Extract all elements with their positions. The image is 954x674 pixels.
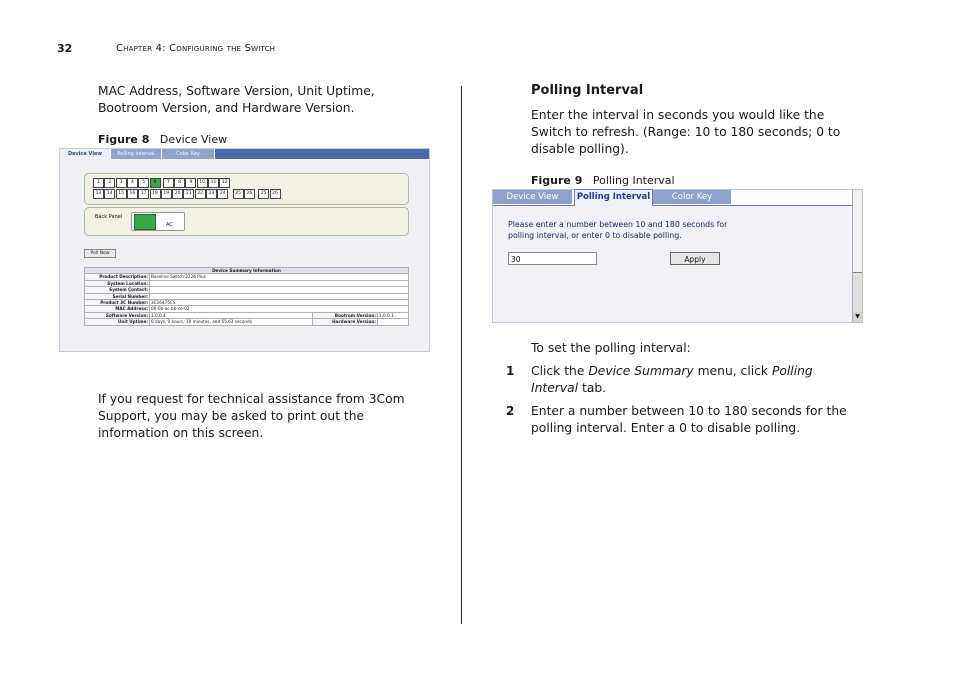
- device-view-screenshot: [59, 148, 430, 352]
- polling-prompt: Please enter a number between 10 and 180 seconds for polling interval, or enter 0 to disable polling.: [508, 220, 728, 240]
- device-summary-table: [84, 267, 409, 326]
- table-row: [85, 319, 409, 325]
- column-divider: [461, 86, 462, 624]
- port-r1-10[interactable]: 11: [208, 178, 219, 188]
- row-value: 3C16475CS: [150, 300, 409, 306]
- port-r2-11[interactable]: 24: [217, 189, 228, 199]
- row-label: Product 3C Number:: [85, 300, 150, 306]
- row-value: 1.0.0.4: [150, 312, 313, 318]
- front-panel: [84, 173, 409, 205]
- row-label-2: Bootrom Version:: [313, 312, 378, 318]
- port-r1-1[interactable]: 2: [104, 178, 115, 188]
- row-label-2: Hardware Version:: [313, 319, 378, 325]
- figure8-caption: [98, 133, 227, 146]
- tab-device-view[interactable]: Device View: [60, 149, 111, 159]
- port-r1-11[interactable]: 12: [219, 178, 230, 188]
- tab-color-key[interactable]: Color Key: [653, 190, 731, 204]
- polling-intro: Enter the interval in seconds you would like the Switch to refresh. (Range: 10 to 180 seconds; 0 to disable polling).: [531, 108, 841, 156]
- port-r2-0[interactable]: 13: [93, 189, 104, 199]
- figure9-label: Figure 9: [531, 174, 583, 187]
- port-r1-0[interactable]: 1: [93, 178, 104, 188]
- port-r1-5[interactable]: 6: [150, 178, 161, 188]
- figure8-label: Figure 8: [98, 133, 150, 146]
- row-label: Software Version:: [85, 312, 150, 318]
- tab-color-key[interactable]: Color Key: [162, 149, 215, 159]
- ac-label: AC: [166, 222, 173, 228]
- step-1-number: 1: [506, 364, 515, 378]
- row-label: Serial Number:: [85, 293, 150, 299]
- back-panel-label: Back Panel: [95, 214, 123, 220]
- polling-interval-screenshot: [492, 189, 863, 323]
- tab-polling-interval[interactable]: Polling Interval: [111, 149, 162, 159]
- port-r2-9[interactable]: 22: [195, 189, 206, 199]
- device-view-tabbar: [60, 149, 429, 159]
- row-label: Unit Uptime:: [85, 319, 150, 325]
- port-r1-2[interactable]: 3: [116, 178, 127, 188]
- port-r2-5[interactable]: 18: [150, 189, 161, 199]
- port-r1-8[interactable]: 9: [185, 178, 196, 188]
- poll-now-button[interactable]: Poll Now: [84, 249, 116, 258]
- port-r1-9[interactable]: 10: [197, 178, 208, 188]
- port-r2-15[interactable]: 26: [270, 189, 281, 199]
- power-supply-status: [134, 214, 156, 230]
- figure9-caption: [531, 174, 675, 187]
- to-set-text: To set the polling interval:: [531, 341, 691, 355]
- port-r2-6[interactable]: 19: [161, 189, 172, 199]
- port-r1-4[interactable]: 5: [138, 178, 149, 188]
- figure8-title: Device View: [159, 133, 228, 146]
- polling-tabbar: [493, 190, 853, 206]
- scrollbar-thumb[interactable]: [853, 190, 862, 273]
- port-r1-7[interactable]: 8: [174, 178, 185, 188]
- row-value: 0 days, 0 hours, 10 minutes, and 55.63 seconds: [150, 319, 313, 325]
- port-r1-6[interactable]: 7: [163, 178, 174, 188]
- port-r2-4[interactable]: 17: [138, 189, 149, 199]
- port-r2-2[interactable]: 15: [116, 189, 127, 199]
- back-panel: [84, 207, 409, 236]
- row-label: MAC Address:: [85, 306, 150, 312]
- polling-interval-heading: Polling Interval: [531, 83, 644, 98]
- tab-device-view[interactable]: Device View: [493, 190, 572, 204]
- row-label: System Location:: [85, 280, 150, 286]
- port-r2-12[interactable]: 25: [233, 189, 244, 199]
- tab-polling-interval[interactable]: Polling Interval: [574, 189, 653, 206]
- port-r2-10[interactable]: 23: [206, 189, 217, 199]
- polling-interval-input[interactable]: 30: [508, 252, 597, 265]
- step-1-text: Click the Device Summary menu, click Polling Interval tab.: [531, 364, 813, 395]
- row-value: Baseline Switch 2226 Plus: [150, 274, 409, 280]
- chapter-title: Chapter 4: Configuring the Switch: [116, 43, 276, 54]
- device-summary-title: Device Summary Information: [85, 268, 409, 274]
- port-r2-1[interactable]: 14: [104, 189, 115, 199]
- scroll-down-icon[interactable]: ▼: [853, 312, 862, 322]
- row-value-2: 1.0.0.1: [378, 312, 409, 318]
- port-r2-3[interactable]: 16: [127, 189, 138, 199]
- port-r2-13[interactable]: 26: [244, 189, 255, 199]
- port-r2-8[interactable]: 21: [183, 189, 194, 199]
- power-supply: [131, 212, 185, 231]
- port-r1-3[interactable]: 4: [127, 178, 138, 188]
- row-value-2: [378, 319, 409, 325]
- page-number: 32: [57, 42, 73, 55]
- row-value: 00-0b-ac-bb-ce-02: [150, 306, 409, 312]
- step-2-number: 2: [506, 404, 515, 418]
- row-label: Product Description:: [85, 274, 150, 280]
- row-label: System Contact:: [85, 287, 150, 293]
- step-2-text: Enter a number between 10 to 180 seconds for the polling interval. Enter a 0 to disable polling.: [531, 404, 847, 435]
- vertical-scrollbar[interactable]: [852, 190, 862, 322]
- figure9-title: Polling Interval: [592, 174, 675, 187]
- port-r2-7[interactable]: 20: [172, 189, 183, 199]
- apply-button[interactable]: Apply: [670, 252, 720, 265]
- left-intro: MAC Address, Software Version, Unit Uptime, Bootroom Version, and Hardware Version.: [98, 84, 375, 115]
- support-paragraph: If you request for technical assistance from 3Com Support, you may be asked to print out the information on this screen.: [98, 392, 405, 440]
- port-r2-14[interactable]: 25: [258, 189, 269, 199]
